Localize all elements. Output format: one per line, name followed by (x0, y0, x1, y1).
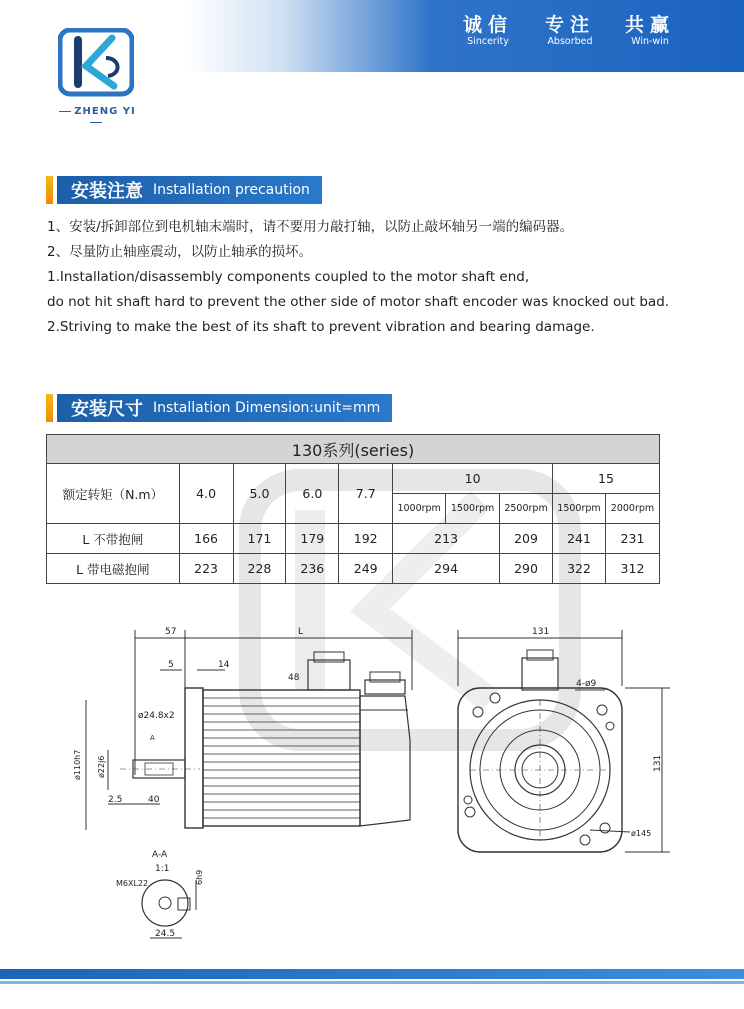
section-label: A-A (152, 850, 168, 860)
cell-value: 241 (553, 524, 606, 554)
cell-value: 322 (553, 554, 606, 584)
slogan-cn: 诚信 (462, 14, 513, 36)
thread-label: M6XL22 (116, 879, 149, 888)
holes-label: 4-ø9 (576, 679, 597, 689)
dim-shaft: ø24.8x2 (138, 711, 175, 721)
rpm-value: 1500rpm (553, 494, 606, 524)
footer-thin-bar (0, 981, 744, 984)
dim-131-top: 131 (532, 627, 550, 637)
series-header: 130系列(series) (47, 435, 660, 464)
heading-accent-bar (46, 394, 53, 422)
torque-value: 5.0 (233, 464, 286, 524)
dim-131-side: 131 (653, 754, 663, 772)
cell-value: 213 (393, 524, 500, 554)
row-label: L 带电磁抱闸 (47, 554, 180, 584)
dim-48: 48 (288, 673, 300, 683)
torque-value: 7.7 (339, 464, 393, 524)
heading-label (57, 394, 392, 422)
torque-group-15: 15 (553, 464, 660, 494)
dim-57: 57 (165, 627, 177, 637)
rpm-value: 1500rpm (446, 494, 500, 524)
cell-value: 223 (179, 554, 233, 584)
cell-value: 294 (393, 554, 500, 584)
cell-value: 231 (605, 524, 659, 554)
slogan-en: Absorbed (547, 36, 593, 47)
logo-text: ZHENG YI (50, 106, 142, 128)
key-label: 6h9 (195, 869, 204, 885)
heading-cn: 安装注意 (71, 181, 143, 202)
cell-value: 249 (339, 554, 393, 584)
dim-14: 14 (218, 660, 230, 670)
slogan-sincerity (448, 14, 528, 48)
rpm-value: 2500rpm (500, 494, 553, 524)
slogan-winwin (610, 14, 690, 48)
heading-label (57, 176, 322, 204)
cell-value: 171 (233, 524, 286, 554)
rpm-value: 2000rpm (605, 494, 659, 524)
heading-cn: 安装尺寸 (71, 399, 143, 420)
heading-en: Installation precaution (153, 182, 310, 198)
motor-dimension-drawing (0, 600, 744, 960)
heading-en: Installation Dimension:unit=mm (153, 400, 381, 416)
dimension-heading (46, 394, 392, 422)
cell-value: 179 (286, 524, 339, 554)
slogan-en: Win-win (631, 36, 669, 47)
dim-110: ø110h7 (73, 749, 82, 780)
cell-value: 228 (233, 554, 286, 584)
cell-value: 236 (286, 554, 339, 584)
rpm-value: 1000rpm (393, 494, 446, 524)
torque-group-10: 10 (393, 464, 553, 494)
table-row (47, 554, 660, 584)
cell-value: 312 (605, 554, 659, 584)
precaution-line-4: do not hit shaft hard to prevent the other side of motor shaft encoder was knocked out bad. (47, 294, 670, 310)
torque-value: 6.0 (286, 464, 339, 524)
precaution-line-1: 1、安装/拆卸部位到电机轴末端时，请不要用力敲打轴，以防止敲坏轴另一端的编码器。 (47, 219, 574, 235)
dimension-table (46, 434, 660, 584)
slogan-en: Sincerity (467, 36, 509, 47)
heading-accent-bar (46, 176, 53, 204)
cell-value: 209 (500, 524, 553, 554)
row-label: L 不带抱闸 (47, 524, 180, 554)
precaution-heading (46, 176, 322, 204)
dim-5: 5 (168, 660, 174, 670)
dim-24-5: 24.5 (155, 929, 176, 939)
section-scale: 1:1 (155, 864, 170, 874)
precaution-line-5: 2.Striving to make the best of its shaft to prevent vibration and bearing damage. (47, 319, 595, 335)
dim-2-5: 2.5 (108, 795, 123, 805)
dim-A: A (150, 734, 155, 742)
slogan-cn: 专注 (544, 14, 595, 36)
cell-value: 166 (179, 524, 233, 554)
precaution-line-3: 1.Installation/disassembly components coupled to the motor shaft end, (47, 269, 530, 285)
company-logo (58, 28, 134, 98)
dim-22: ø22j6 (97, 755, 106, 778)
precaution-line-2: 2、尽量防止轴座震动，以防止轴承的损坏。 (47, 244, 313, 260)
slogan-absorbed (530, 14, 610, 48)
torque-value: 4.0 (179, 464, 233, 524)
cell-value: 290 (500, 554, 553, 584)
table-row (47, 524, 660, 554)
torque-label: 额定转矩（N.m） (47, 464, 180, 524)
dim-L: L (298, 627, 304, 637)
dim-40: 40 (148, 795, 160, 805)
dim-145: ø145 (631, 829, 652, 838)
slogan-cn: 共赢 (624, 14, 675, 36)
footer-bar (0, 969, 744, 979)
cell-value: 192 (339, 524, 393, 554)
